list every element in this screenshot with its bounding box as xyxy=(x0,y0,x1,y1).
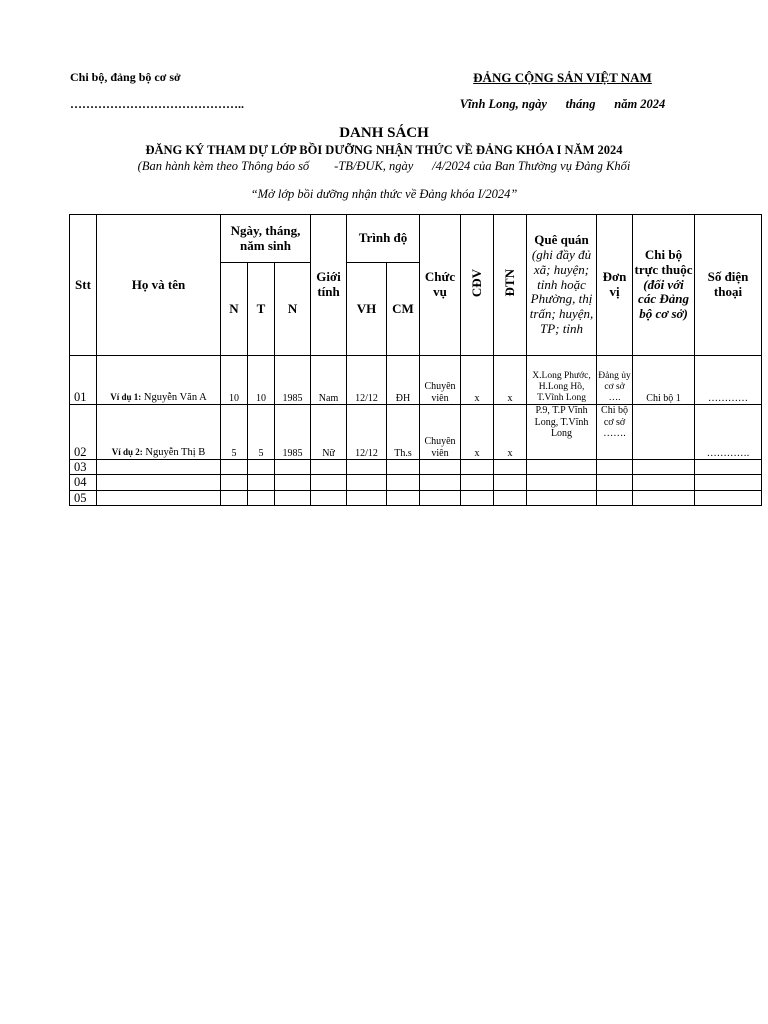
cell-month: 10 xyxy=(248,356,275,405)
col-position: Chức vụ xyxy=(420,215,461,356)
registration-table xyxy=(69,214,762,506)
cell-name-value: Nguyễn Văn A xyxy=(143,391,207,403)
cell-empty xyxy=(347,460,387,475)
cell-empty xyxy=(221,490,248,505)
cell-empty xyxy=(221,460,248,475)
doc-title: DANH SÁCH xyxy=(339,125,429,141)
cell-empty xyxy=(248,475,275,490)
cell-stt: 02 xyxy=(70,405,97,460)
col-cdv-label: CĐV xyxy=(468,268,484,298)
col-dtn-label: ĐTN xyxy=(501,269,517,297)
col-gender: Giới tính xyxy=(311,215,347,356)
cell-phone: ………… xyxy=(695,356,762,405)
cell-stt: 05 xyxy=(70,490,97,505)
party-name: ĐẢNG CỘNG SẢN VIỆT NAM xyxy=(473,70,652,85)
col-hometown xyxy=(527,215,597,356)
cell-unit: Chi bộ cơ sở ……. xyxy=(597,405,633,460)
cell-unit: Đảng ủy cơ sở …. xyxy=(597,356,633,405)
cell-name-value: Nguyễn Thị B xyxy=(145,446,206,458)
col-level: Trình độ xyxy=(347,215,420,263)
cell-cm: Th.s xyxy=(387,405,420,460)
cell-empty xyxy=(695,490,762,505)
cell-empty xyxy=(494,475,527,490)
cell-position: Chuyên viên xyxy=(420,405,461,460)
party-branch-dots: …………………………………….. xyxy=(70,97,244,111)
cell-empty xyxy=(347,475,387,490)
cell-hometown: P.9, T.P Vĩnh Long, T.Vĩnh Long xyxy=(527,405,597,460)
col-cm: CM xyxy=(387,263,420,356)
cell-empty xyxy=(275,460,311,475)
cell-empty xyxy=(311,490,347,505)
doc-subtitle: ĐĂNG KÝ THAM DỰ LỚP BỒI DƯỠNG NHẬN THỨC VỀ ĐẢNG KHÓA I NĂM 2024 xyxy=(145,143,623,157)
cell-empty xyxy=(248,490,275,505)
table-row xyxy=(70,490,762,505)
cell-empty xyxy=(494,490,527,505)
table-row xyxy=(70,405,762,460)
cell-phone: …………. xyxy=(695,405,762,460)
cell-name xyxy=(97,356,221,405)
cell-empty xyxy=(347,490,387,505)
cell-empty xyxy=(633,490,695,505)
col-dob-month: T xyxy=(248,263,275,356)
cell-example-label: Ví dụ 2: xyxy=(111,446,143,457)
cell-empty xyxy=(387,475,420,490)
cell-cdv: x xyxy=(461,356,494,405)
cell-stt: 01 xyxy=(70,356,97,405)
col-dob: Ngày, tháng, năm sinh xyxy=(221,215,311,263)
doc-reference: (Ban hành kèm theo Thông báo số -TB/ĐUK, ngày /4/2024 của Ban Thường vụ Đảng Khối xyxy=(137,159,631,173)
table-row xyxy=(70,475,762,490)
cell-stt: 04 xyxy=(70,475,97,490)
col-branch xyxy=(633,215,695,356)
cell-stt: 03 xyxy=(70,460,97,475)
cell-empty xyxy=(97,490,221,505)
cell-empty xyxy=(387,460,420,475)
col-cdv xyxy=(461,215,494,356)
cell-month: 5 xyxy=(248,405,275,460)
table-row xyxy=(70,460,762,475)
doc-course-name: “Mở lớp bồi dưỡng nhận thức về Đảng khóa I/2024” xyxy=(250,187,518,201)
col-branch-title: Chi bộ trực thuộc xyxy=(634,246,693,277)
cell-empty xyxy=(275,490,311,505)
cell-empty xyxy=(420,460,461,475)
cell-example-label: Ví dụ 1: xyxy=(110,391,142,402)
cell-vh: 12/12 xyxy=(347,405,387,460)
col-unit: Đơn vị xyxy=(597,215,633,356)
cell-year: 1985 xyxy=(275,405,311,460)
cell-position: Chuyên viên xyxy=(420,356,461,405)
cell-empty xyxy=(527,460,597,475)
cell-empty xyxy=(275,475,311,490)
col-dob-year: N xyxy=(275,263,311,356)
col-branch-note: (đối với các Đảng bộ cơ sở) xyxy=(638,276,689,322)
col-phone: Số điện thoại xyxy=(695,215,762,356)
cell-empty xyxy=(461,475,494,490)
cell-empty xyxy=(527,490,597,505)
place-date: Vĩnh Long, ngày tháng năm 2024 xyxy=(459,97,666,111)
cell-year: 1985 xyxy=(275,356,311,405)
cell-vh: 12/12 xyxy=(347,356,387,405)
cell-gender: Nam xyxy=(311,356,347,405)
cell-empty xyxy=(633,475,695,490)
cell-empty xyxy=(221,475,248,490)
col-hometown-note: (ghi đầy đủ xã; huyện; tỉnh hoặc Phường, thị trấn; huyện, TP; tỉnh xyxy=(529,246,594,337)
cell-empty xyxy=(97,460,221,475)
col-hometown-title: Quê quán xyxy=(534,231,589,247)
cell-empty xyxy=(597,490,633,505)
cell-day: 5 xyxy=(221,405,248,460)
cell-empty xyxy=(311,460,347,475)
cell-day: 10 xyxy=(221,356,248,405)
cell-branch xyxy=(633,405,695,460)
cell-cdv: x xyxy=(461,405,494,460)
cell-dtn: x xyxy=(494,405,527,460)
cell-empty xyxy=(461,460,494,475)
col-dob-day: N xyxy=(221,263,248,356)
cell-empty xyxy=(311,475,347,490)
cell-empty xyxy=(597,475,633,490)
cell-hometown: X.Long Phước, H.Long Hồ, T.Vĩnh Long xyxy=(527,356,597,405)
table-row xyxy=(70,356,762,405)
cell-empty xyxy=(597,460,633,475)
cell-empty xyxy=(387,490,420,505)
cell-empty xyxy=(695,460,762,475)
cell-empty xyxy=(248,460,275,475)
cell-branch: Chi bộ 1 xyxy=(633,356,695,405)
cell-gender: Nữ xyxy=(311,405,347,460)
cell-empty xyxy=(527,475,597,490)
cell-empty xyxy=(420,475,461,490)
cell-dtn: x xyxy=(494,356,527,405)
col-stt: Stt xyxy=(70,215,97,356)
cell-empty xyxy=(461,490,494,505)
cell-name xyxy=(97,405,221,460)
col-vh: VH xyxy=(347,263,387,356)
cell-cm: ĐH xyxy=(387,356,420,405)
cell-empty xyxy=(97,475,221,490)
col-dtn xyxy=(494,215,527,356)
cell-empty xyxy=(633,460,695,475)
cell-empty xyxy=(420,490,461,505)
cell-empty xyxy=(695,475,762,490)
cell-empty xyxy=(494,460,527,475)
party-branch-label: Chi bộ, đảng bộ cơ sở xyxy=(70,70,181,84)
col-name: Họ và tên xyxy=(97,215,221,356)
